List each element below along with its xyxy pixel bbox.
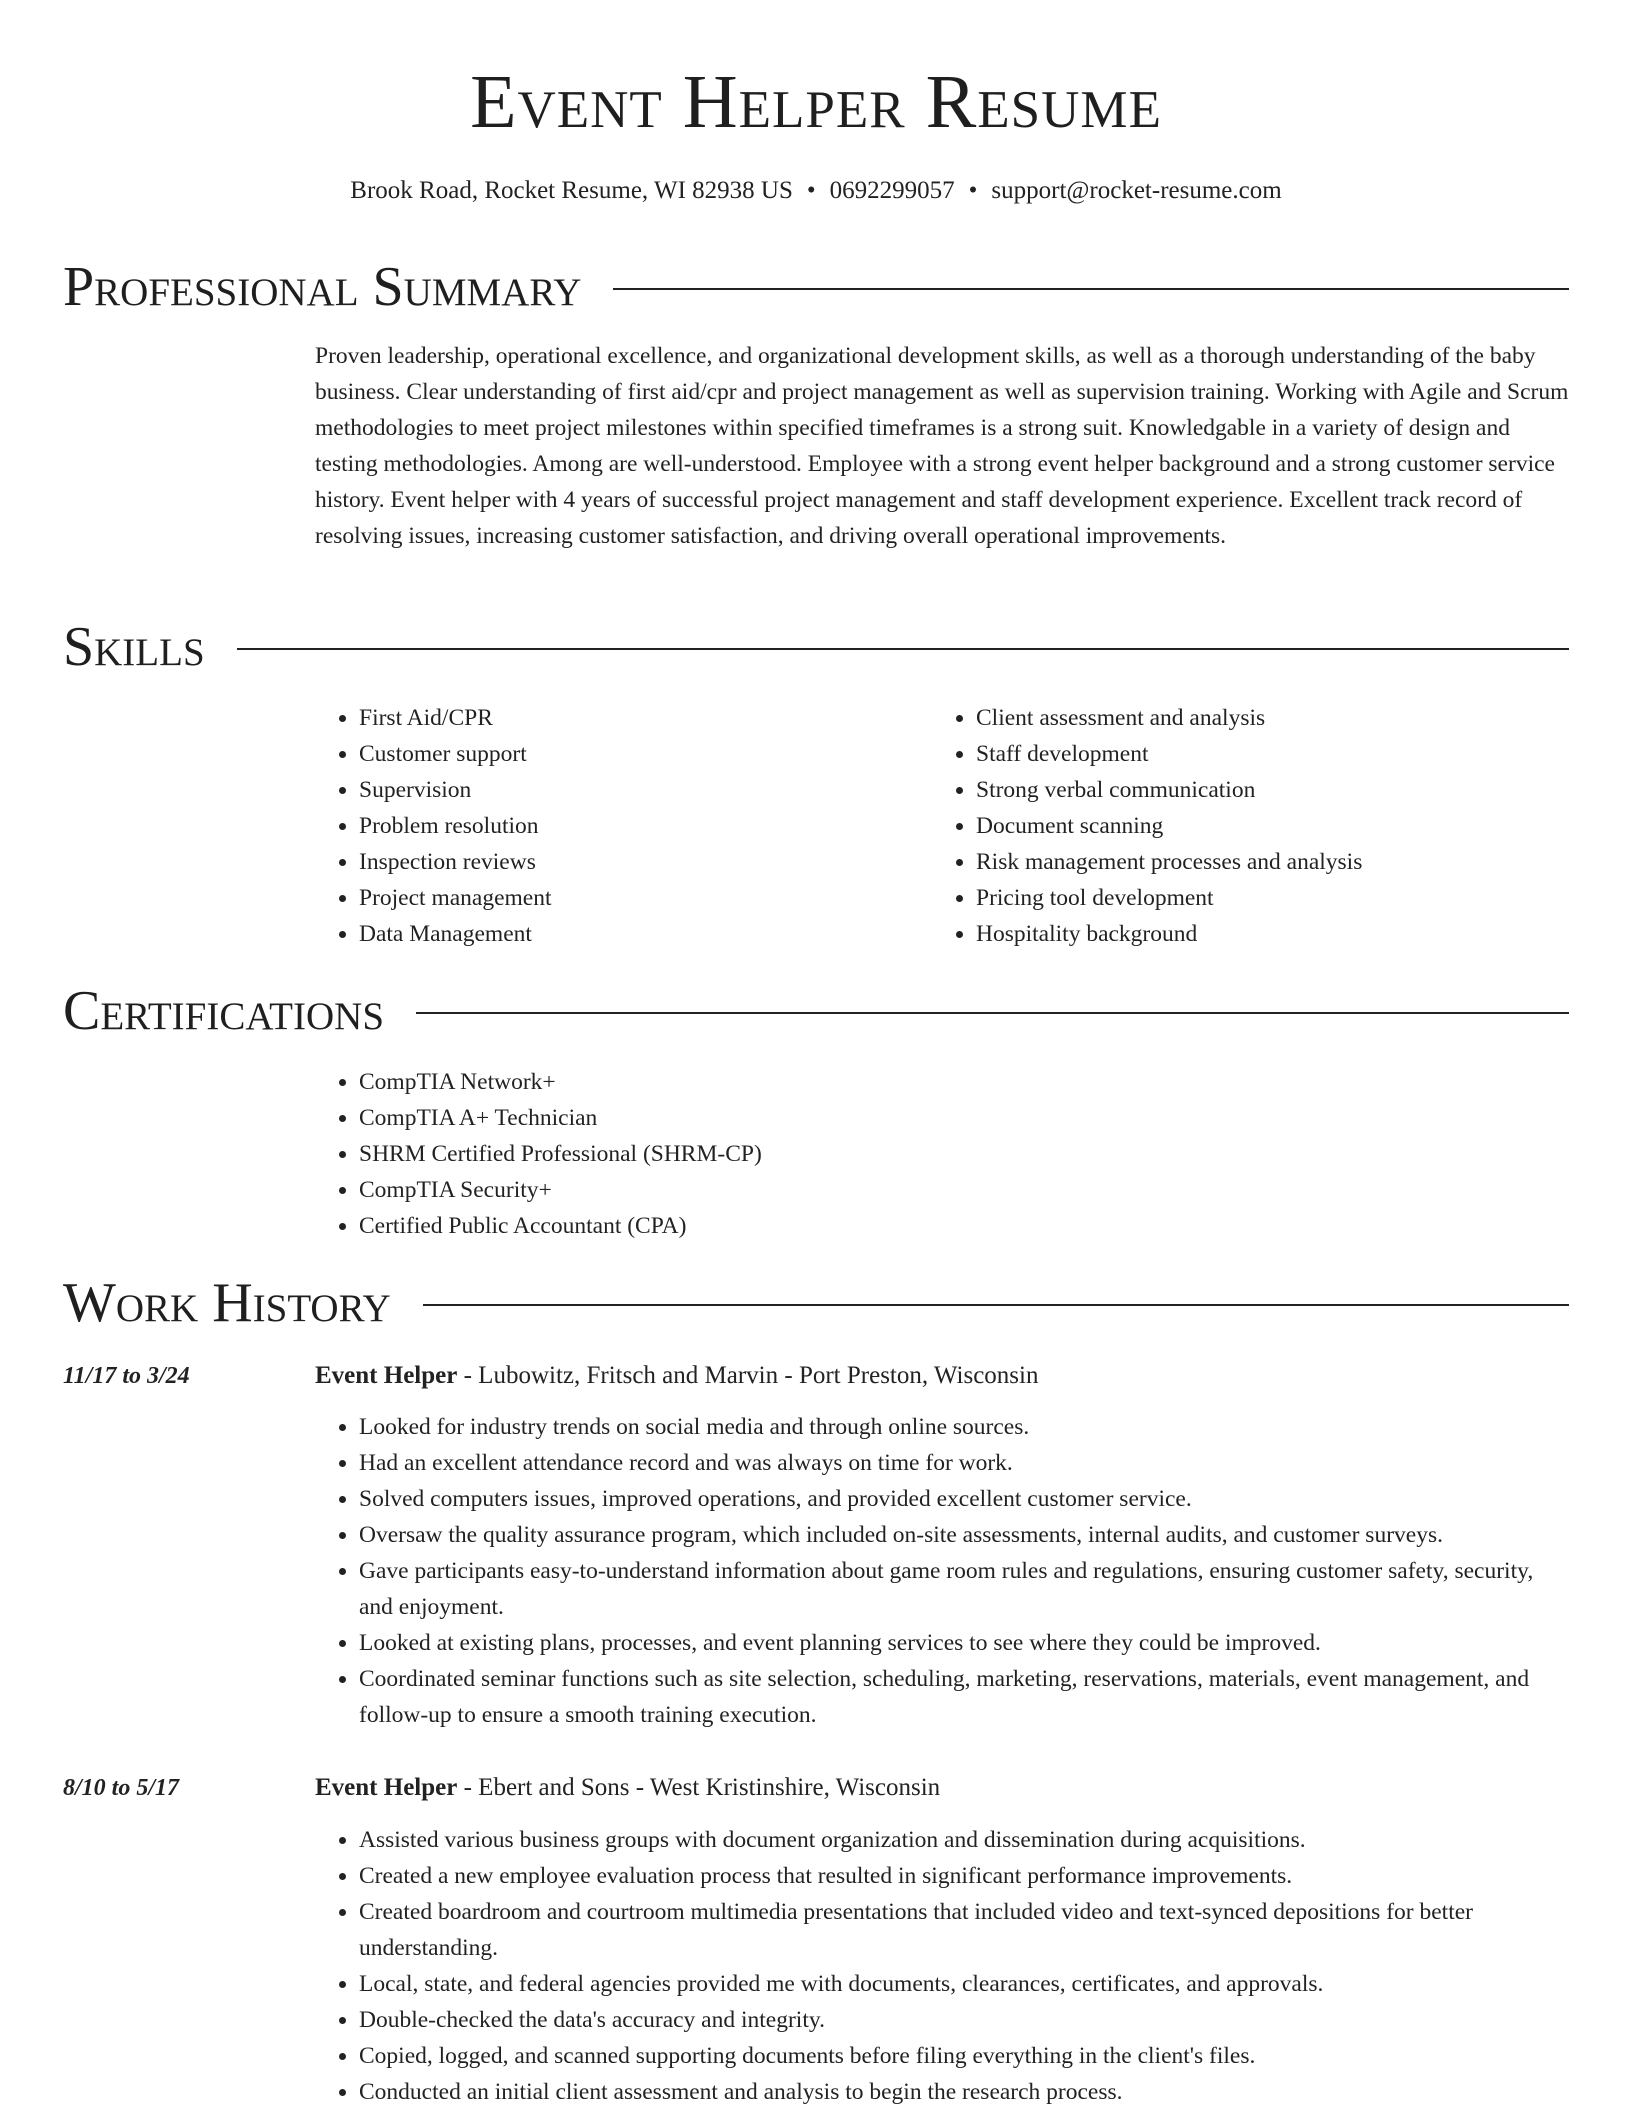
job-duty-item: • Copied, logged, and scanned supporting documents before filing everything in the client's files. [359, 2038, 1571, 2074]
skill-item: • Client assessment and analysis [976, 700, 1572, 736]
job-duty-item: • Oversaw the quality assurance program, which included on-site assessments, internal audits, and customer surveys. [359, 1517, 1571, 1553]
contact-separator: • [806, 177, 816, 204]
skill-item: • Customer support [359, 736, 875, 772]
skill-item: • Problem resolution [359, 808, 875, 844]
certification-item: • Certified Public Accountant (CPA) [359, 1208, 1571, 1244]
skill-item: • Strong verbal communication [976, 772, 1572, 808]
skill-item: • First Aid/CPR [359, 700, 875, 736]
section-header-summary [63, 252, 1569, 322]
skill-item: • Inspection reviews [359, 844, 875, 880]
contact-email: support@rocket-resume.com [991, 177, 1282, 204]
section-header-work-history [63, 1268, 1569, 1338]
job-duty-item: • Looked for industry trends on social media and through online sources. [359, 1409, 1571, 1445]
certifications-list [315, 1064, 1571, 1244]
certification-item: • CompTIA A+ Technician [359, 1100, 1571, 1136]
job-duty-item: • Created boardroom and courtroom multimedia presentations that included video and text-synced depositions for better understanding. [359, 1894, 1571, 1966]
section-divider [613, 288, 1569, 290]
contact-line [0, 173, 1632, 209]
skills-list-left [315, 700, 875, 952]
job-duty-item: • Looked at existing plans, processes, and event planning services to see where they could be improved. [359, 1625, 1571, 1661]
job-dates: 11/17 to 3/24 [63, 1363, 190, 1389]
section-title-skills: Skills [63, 616, 205, 678]
skill-item: • Hospitality background [976, 916, 1572, 952]
job-duty-item: • Created a new employee evaluation process that resulted in significant performance improvements. [359, 1858, 1571, 1894]
job-duty-item: • Local, state, and federal agencies provided me with documents, clearances, certificates, and approvals. [359, 1966, 1571, 2002]
section-title-work-history: Work History [63, 1272, 391, 1334]
skill-item: • Project management [359, 880, 875, 916]
contact-address: Brook Road, Rocket Resume, WI 82938 US [350, 177, 793, 204]
job-employer-location: - Ebert and Sons - West Kristinshire, Wisconsin [457, 1774, 941, 1801]
skill-item: • Risk management processes and analysis [976, 844, 1572, 880]
skills-list-right [932, 700, 1572, 952]
contact-phone: 0692299057 [829, 177, 955, 204]
skill-item: • Data Management [359, 916, 875, 952]
section-divider [416, 1012, 1569, 1014]
job-heading [315, 1356, 1571, 1396]
job-duty-item: • Double-checked the data's accuracy and integrity. [359, 2002, 1571, 2038]
job-heading [315, 1768, 1571, 1808]
summary-text: Proven leadership, operational excellence, and organizational development skills, as well as a thorough understanding of the baby business. Clear understanding of first aid/cpr and project management as well as supervision training. Working with Agile and Scrum methodologies to meet project milestones within specified timeframes is a strong suit. Knowledgable in a variety of design and testing methodologies. Among are well-understood. Employee with a strong event helper background and a strong customer service history. Event helper with 4 years of successful project management and staff development experience. Excellent track record of resolving issues, increasing customer satisfaction, and driving overall operational improvements. [315, 343, 1569, 549]
job-duty-item: • Assisted various business groups with document organization and dissemination during acquisitions. [359, 1822, 1571, 1858]
section-header-skills [63, 612, 1569, 682]
skill-item: • Supervision [359, 772, 875, 808]
job-dates: 8/10 to 5/17 [63, 1775, 180, 1801]
job-duty-item: • Had an excellent attendance record and was always on time for work. [359, 1445, 1571, 1481]
resume-title: Event Helper Resume [470, 60, 1162, 144]
job-duty-item: • Coordinated seminar functions such as site selection, scheduling, marketing, reservations, materials, event management, and follow-up to ensure a smooth training execution. [359, 1661, 1571, 1733]
job-duty-item: • Gave participants easy-to-understand information about game room rules and regulations, ensuring customer safety, security, and enjoyment. [359, 1553, 1571, 1625]
section-title-summary: Professional Summary [63, 256, 582, 318]
certification-item: • CompTIA Security+ [359, 1172, 1571, 1208]
section-divider [423, 1304, 1569, 1306]
job-duties-list [315, 1409, 1571, 1733]
job-duty-item: • Conducted an initial client assessment and analysis to begin the research process. [359, 2074, 1571, 2110]
job-duties [315, 1822, 1571, 2110]
job-duty-item: • Solved computers issues, improved operations, and provided excellent customer service. [359, 1481, 1571, 1517]
certification-item: • CompTIA Network+ [359, 1064, 1571, 1100]
section-header-certifications [63, 976, 1569, 1046]
skills-column-right [932, 700, 1572, 952]
skill-item: • Document scanning [976, 808, 1572, 844]
job-duties [315, 1409, 1571, 1733]
contact-separator: • [968, 177, 978, 204]
certification-item: • SHRM Certified Professional (SHRM-CP) [359, 1136, 1571, 1172]
job-duties-list [315, 1822, 1571, 2110]
certifications-block [315, 1064, 1571, 1244]
skills-column-left [315, 700, 875, 952]
section-title-certifications: Certifications [63, 980, 385, 1042]
job-role: Event Helper [315, 1774, 458, 1801]
job-role: Event Helper [315, 1362, 458, 1389]
skill-item: • Pricing tool development [976, 880, 1572, 916]
skill-item: • Staff development [976, 736, 1572, 772]
section-divider [237, 648, 1569, 650]
job-employer-location: - Lubowitz, Fritsch and Marvin - Port Preston, Wisconsin [457, 1362, 1039, 1389]
